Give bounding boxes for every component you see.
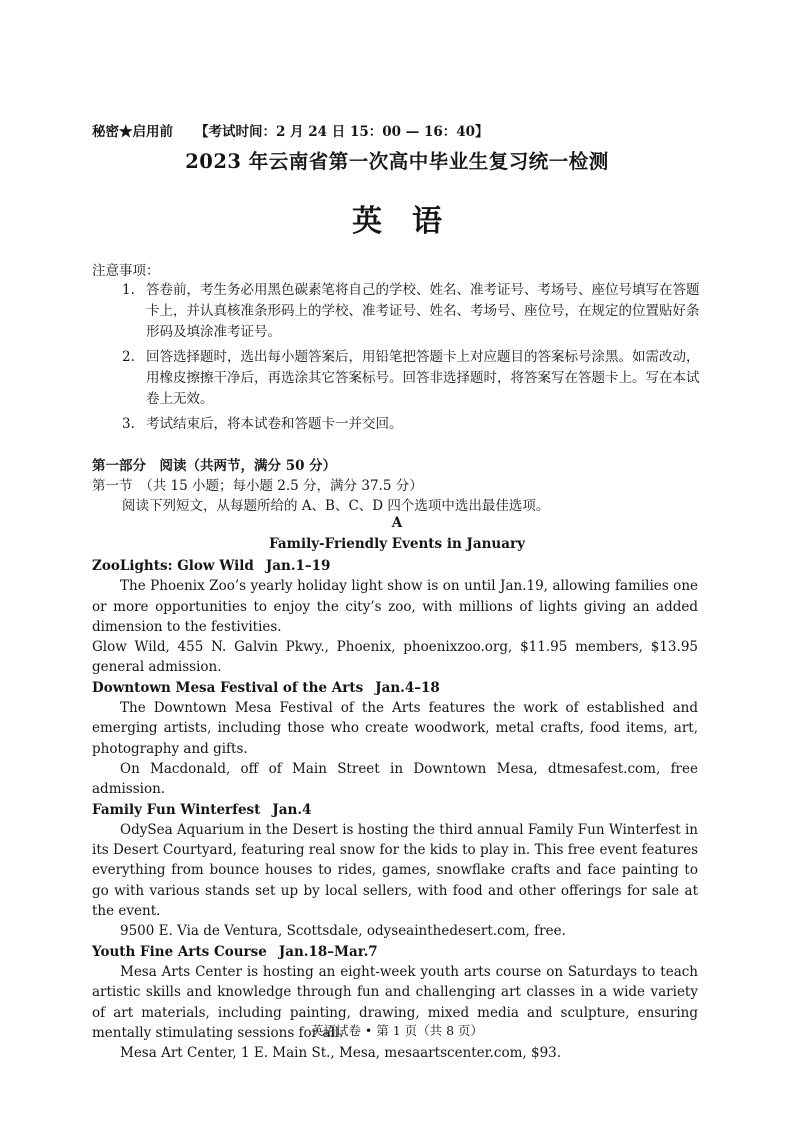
event-date: Jan.4–18 (375, 679, 440, 696)
event-heading (92, 678, 698, 698)
event-info: Glow Wild, 455 N. Galvin Pkwy., Phoenix, phoenixzoo.org, $11.95 members, $13.95 general admission. (92, 639, 698, 676)
event-list (92, 556, 698, 1063)
event-info: Mesa Art Center, 1 E. Main St., Mesa, mesaartscenter.com, $93. (120, 1045, 562, 1062)
notice-item (122, 414, 707, 435)
part-one-heading: 第一部分 阅读（共两节，满分 50 分） (92, 458, 337, 474)
event-name: ZooLights: Glow Wild (92, 558, 254, 574)
event-description: The Phoenix Zoo’s yearly holiday light show is on until Jan.19, allowing families one or more opportunities to enjoy the city’s zoo, with millions of lights giving an added dimension to the festivities. (92, 578, 698, 635)
notice-item-text: 考试结束后，将本试卷和答题卡一并交回。 (146, 416, 403, 432)
passage-title: Family-Friendly Events in January (269, 536, 525, 552)
notice-list (122, 280, 707, 435)
event-name: Downtown Mesa Festival of the Arts (92, 679, 364, 696)
notice-heading: 注意事项： (92, 263, 160, 279)
notice-item-number: 3. (122, 416, 135, 432)
confidential-label: 秘密★启用前 (92, 124, 173, 140)
notice-item-text: 回答选择题时，选出每小题答案后，用铅笔把答题卡上对应题目的答案标号涂黑。如需改动，用橡皮擦擦干净后，再选涂其它答案标号。回答非选择题时，将答案写在答题卡上。写在本试卷上无效。 (146, 349, 700, 407)
event-heading (92, 556, 698, 576)
exam-title: 2023 年云南省第一次高中毕业生复习统一检测 (185, 150, 609, 173)
event-date: Jan.1–19 (265, 558, 331, 574)
notice-item-number: 1. (122, 282, 135, 298)
notice-item (122, 280, 707, 343)
event-info: On Macdonald, off of Main Street in Downtown Mesa, dtmesafest.com, free admission. (92, 760, 698, 798)
section-one-heading: 第一节 （共 15 小题；每小题 2.5 分，满分 37.5 分） (92, 478, 423, 494)
notice-item (122, 347, 707, 410)
event-description: OdySea Aquarium in the Desert is hosting the third annual Family Fun Winterfest in its Desert Courtyard, featuring real snow for the kids to play in. This free event features everything from bounce houses to rides, games, snowflake crafts and face painting to go with various stands set up by local sellers, with food and other offerings for sale at the event. (92, 821, 698, 920)
event-info: 9500 E. Via de Ventura, Scottsdale, odyseainthedesert.com, free. (120, 923, 566, 940)
event-heading (92, 800, 698, 820)
passage-letter: A (391, 515, 403, 531)
event-description: The Downtown Mesa Festival of the Arts features the work of established and emerging artists, including those who create woodwork, metal crafts, food items, art, photography and gifts. (92, 700, 698, 757)
reading-instruction: 阅读下列短文，从每题所给的 A、B、C、D 四个选项中选出最佳选项。 (122, 498, 550, 514)
exam-time: 【考试时间：2 月 24 日 15：00 — 16：40】 (195, 124, 489, 140)
subject-title: 英语 (352, 204, 472, 239)
event-name: Family Fun Winterfest (92, 801, 261, 818)
page-footer: 英语试卷 • 第 1 页（共 8 页） (310, 1023, 484, 1038)
notice-item-text: 答卷前，考生务必用黑色碳素笔将自己的学校、姓名、准考证号、考场号、座位号填写在答题卡上，并认真核准条形码上的学校、准考证号、姓名、考场号、座位号，在规定的位置贴好条形码及填涂准考证号。 (146, 282, 700, 340)
event-date: Jan.4 (272, 801, 312, 818)
event-name: Youth Fine Arts Course (92, 943, 267, 960)
event-heading (92, 942, 698, 962)
event-date: Jan.18–Mar.7 (278, 943, 378, 960)
notice-item-number: 2. (122, 349, 135, 365)
exam-header-line (92, 120, 489, 140)
event-description: Mesa Arts Center is hosting an eight-week youth arts course on Saturdays to teach artistic skills and knowledge through fun and challenging art classes in a wide variety of art materials, including painting, drawing, mixed media and sculpture, ensuring mentally stimulating sessions for all. (92, 963, 698, 1041)
